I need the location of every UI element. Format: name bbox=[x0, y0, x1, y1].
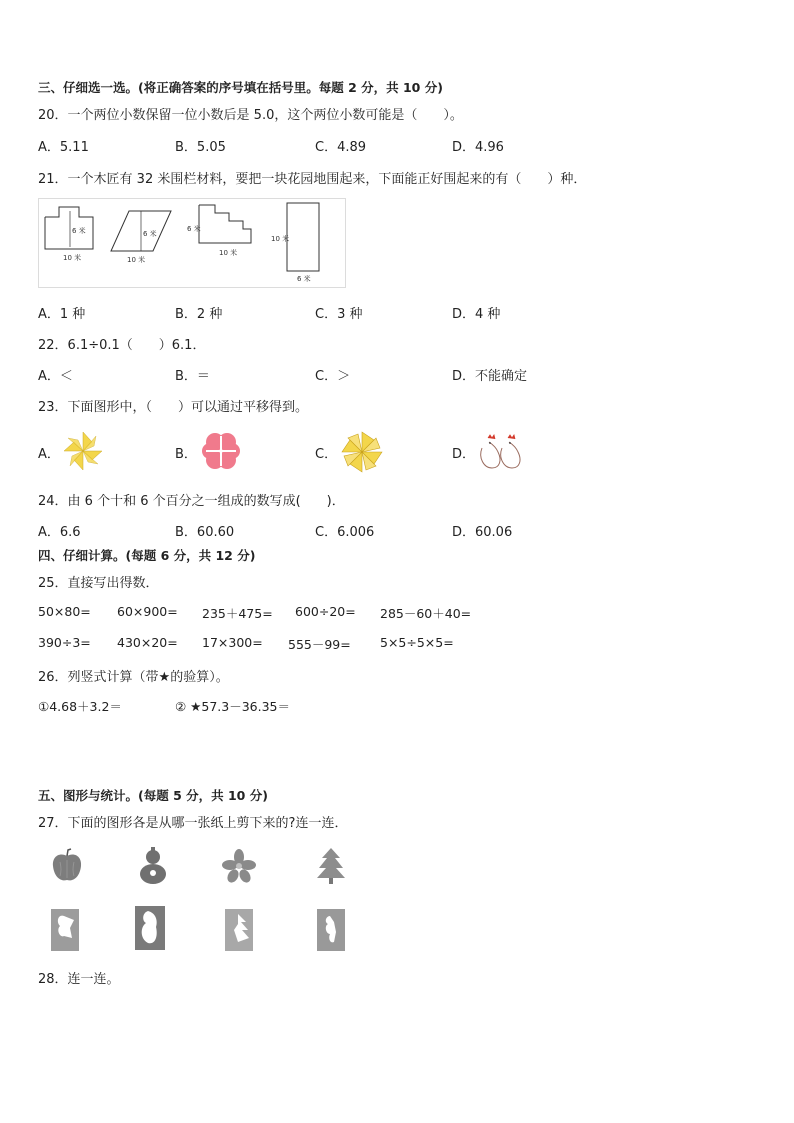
q20-option-b[interactable]: B．5.05 bbox=[175, 140, 226, 155]
q24-option-d[interactable]: D．60.06 bbox=[452, 525, 513, 540]
q21-option-b[interactable]: B．2 种 bbox=[175, 307, 223, 322]
shape-1-outline bbox=[45, 207, 93, 249]
paper-cut-1-icon[interactable] bbox=[50, 908, 80, 952]
paper-cut-4-icon[interactable] bbox=[316, 908, 346, 952]
question-28: 28．连一连。 bbox=[38, 972, 120, 987]
calc-r2-4: 555－99= bbox=[288, 637, 351, 652]
question-22: 22．6.1÷0.1（ ）6.1． bbox=[38, 338, 206, 353]
calc-r1-1: 50×80= bbox=[38, 604, 91, 619]
tree-icon[interactable] bbox=[314, 846, 348, 886]
calc-r2-3: 17×300= bbox=[202, 635, 263, 650]
q23-option-a[interactable]: A． bbox=[38, 447, 60, 462]
q22-option-a[interactable]: A．＜ bbox=[38, 369, 73, 384]
calc-r2-5: 5×5÷5×5= bbox=[380, 635, 454, 650]
q23-option-b[interactable]: B． bbox=[175, 447, 197, 462]
section-3-title: 三、仔细选一选。(将正确答案的序号填在括号里。每题 2 分，共 10 分) bbox=[38, 80, 443, 95]
paper-cut-2-icon[interactable] bbox=[134, 905, 166, 951]
flower-icon[interactable] bbox=[222, 848, 256, 884]
question-20: 20．一个两位小数保留一位小数后是 5.0，这个两位小数可能是（ ）。 bbox=[38, 108, 463, 123]
question-21: 21．一个木匠有 32 米围栏材料，要把一块花园地围起来，下面能正好围起来的有（ ）种． bbox=[38, 172, 587, 187]
q21-option-a[interactable]: A．1 种 bbox=[38, 307, 86, 322]
q21-option-d[interactable]: D．4 种 bbox=[452, 307, 501, 322]
calc-r1-2: 60×900= bbox=[117, 604, 178, 619]
calc-r2-1: 390÷3= bbox=[38, 635, 91, 650]
pinwheel-icon bbox=[62, 430, 104, 472]
fence-shapes-svg bbox=[39, 199, 345, 287]
section-5-title: 五、图形与统计。(每题 5 分，共 10 分) bbox=[38, 788, 268, 803]
q22-option-d[interactable]: D．不能确定 bbox=[452, 369, 528, 384]
shape-4-height-label: 10 米 bbox=[271, 235, 290, 243]
question-26: 26．列竖式计算（带★的验算）。 bbox=[38, 670, 229, 685]
q24-option-a[interactable]: A．6.6 bbox=[38, 525, 81, 540]
section-4-title: 四、仔细计算。(每题 6 分，共 12 分) bbox=[38, 548, 256, 563]
q23-option-c[interactable]: C． bbox=[315, 447, 338, 462]
q22-option-c[interactable]: C．＞ bbox=[315, 369, 351, 384]
two-hens-icon bbox=[476, 432, 526, 472]
q20-option-d[interactable]: D．4.96 bbox=[452, 140, 504, 155]
shape-3-height-label: 6 米 bbox=[187, 225, 201, 233]
four-hearts-flower-icon bbox=[200, 430, 242, 472]
calc-r1-5: 285－60＋40= bbox=[380, 606, 472, 621]
q20-option-a[interactable]: A．5.11 bbox=[38, 140, 89, 155]
calc-r1-4: 600÷20= bbox=[295, 604, 356, 619]
shape-1-height-label: 6 米 bbox=[72, 227, 86, 235]
question-23: 23．下面图形中，（ ）可以通过平移得到。 bbox=[38, 400, 309, 415]
calc-r2-2: 430×20= bbox=[117, 635, 178, 650]
shape-3-width-label: 10 米 bbox=[219, 249, 238, 257]
shape-4-outline bbox=[287, 203, 319, 271]
q24-option-b[interactable]: B．60.60 bbox=[175, 525, 235, 540]
question-24: 24．由 6 个十和 6 个百分之一组成的数写成( )． bbox=[38, 494, 345, 509]
paper-cut-3-icon[interactable] bbox=[224, 908, 254, 952]
q20-option-c[interactable]: C．4.89 bbox=[315, 140, 367, 155]
shape-2-height-label: 6 米 bbox=[143, 230, 157, 238]
q24-option-c[interactable]: C．6.006 bbox=[315, 525, 375, 540]
yellow-pinwheel-icon bbox=[340, 430, 384, 474]
gourd-icon[interactable] bbox=[136, 846, 170, 886]
calc-r1-3: 235＋475= bbox=[202, 606, 273, 621]
shape-3-outline bbox=[199, 205, 251, 243]
q21-option-c[interactable]: C．3 种 bbox=[315, 307, 363, 322]
shape-2-width-label: 10 米 bbox=[127, 256, 146, 264]
q22-option-b[interactable]: B．＝ bbox=[175, 369, 210, 384]
fence-shapes-figure bbox=[38, 198, 346, 288]
question-25: 25．直接写出得数． bbox=[38, 576, 159, 591]
q23-option-d[interactable]: D． bbox=[452, 447, 476, 462]
shape-1-width-label: 10 米 bbox=[63, 254, 82, 262]
apple-icon[interactable] bbox=[50, 848, 84, 884]
vertical-calc-2: ② ★57.3－36.35＝ bbox=[175, 699, 291, 714]
shape-4-width-label: 6 米 bbox=[297, 275, 311, 283]
question-27: 27．下面的图形各是从哪一张纸上剪下来的?连一连． bbox=[38, 816, 348, 831]
vertical-calc-1: ①4.68＋3.2＝ bbox=[38, 699, 122, 714]
